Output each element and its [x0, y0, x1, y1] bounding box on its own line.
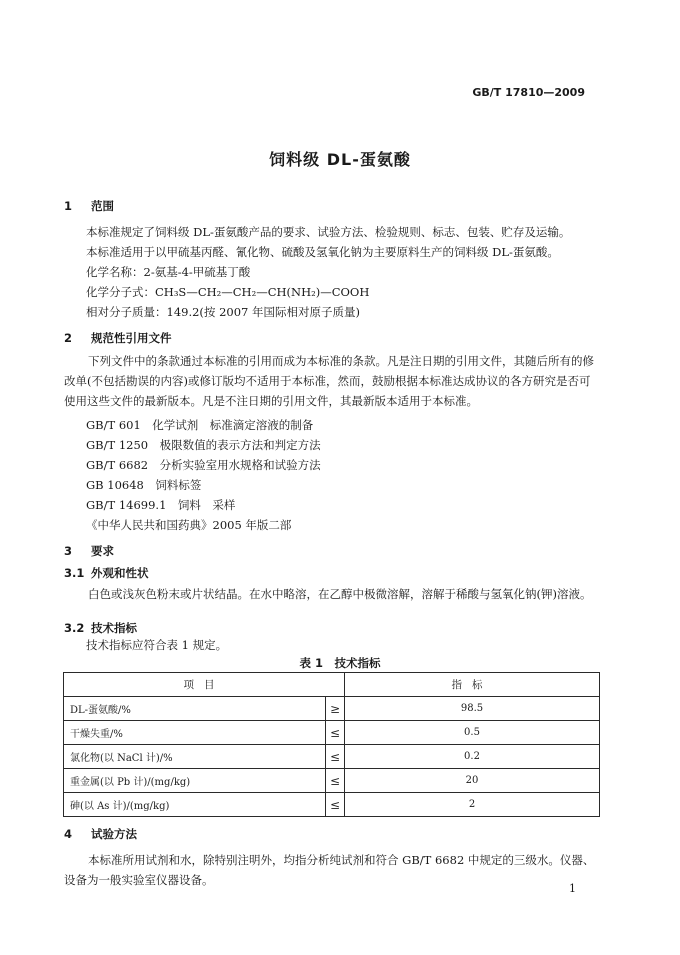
row-operator: ≥ — [326, 697, 345, 721]
reference-5: GB/T 14699.1 饲料 采样 — [86, 498, 236, 512]
chemical-name: 化学名称：2-氨基-4-甲硫基丁酸 — [86, 265, 251, 279]
page-number: 1 — [569, 882, 576, 895]
section-2-title: 规范性引用文件 — [91, 331, 172, 345]
technical-index-line: 技术指标应符合表 1 规定。 — [86, 638, 228, 652]
reference-2: GB/T 1250 极限数值的表示方法和判定方法 — [86, 438, 321, 452]
section-3-1-number: 3.1 — [64, 566, 85, 580]
table-row — [64, 697, 600, 721]
standard-number: GB/T 17810—2009 — [472, 86, 585, 99]
row-operator: ≤ — [326, 769, 345, 793]
row-item: DL-蛋氨酸/% — [64, 697, 326, 721]
table-row — [64, 793, 600, 817]
section-3-2-title: 技术指标 — [91, 621, 137, 635]
section-2-number: 2 — [64, 331, 73, 345]
section-4-number: 4 — [64, 827, 73, 841]
appearance-text: 白色或浅灰色粉末或片状结晶。在水中略溶，在乙醇中极微溶解，溶解于稀酸与氢氧化钠(钾)溶液。 — [88, 587, 592, 601]
row-item: 砷(以 As 计)/(mg/kg) — [64, 793, 326, 817]
section-4-title: 试验方法 — [91, 827, 137, 841]
section-4-heading — [64, 826, 137, 842]
row-operator: ≤ — [326, 793, 345, 817]
row-value: 0.2 — [345, 745, 600, 769]
test-method-text: 本标准所用试剂和水，除特别注明外，均指分析纯试剂和符合 GB/T 6682 中规定的三级水。仪器、设备为一般实验室仪器设备。 — [64, 853, 595, 887]
test-method-paragraph — [64, 850, 600, 890]
section-3-2-heading — [64, 620, 137, 636]
section-2-heading — [64, 330, 172, 346]
technical-index-table — [63, 672, 600, 817]
header-item: 项目 — [64, 673, 345, 697]
row-item: 氯化物(以 NaCl 计)/% — [64, 745, 326, 769]
section-3-1-title: 外观和性状 — [91, 566, 149, 580]
normative-references-paragraph — [64, 351, 600, 411]
reference-4: GB 10648 饲料标签 — [86, 478, 202, 492]
section-1-heading — [64, 198, 114, 214]
row-item: 干燥失重/% — [64, 721, 326, 745]
chemical-formula: 化学分子式：CH₃S—CH₂—CH₂—CH(NH₂)—COOH — [86, 285, 370, 299]
header-index: 指标 — [345, 673, 600, 697]
reference-6: 《中华人民共和国药典》2005 年版二部 — [86, 518, 292, 532]
section-3-1-heading — [64, 565, 149, 581]
row-item: 重金属(以 Pb 计)/(mg/kg) — [64, 769, 326, 793]
scope-line-2: 本标准适用于以甲硫基丙醛、氰化物、硫酸及氢氧化钠为主要原料生产的饲料级 DL-蛋氨酸。 — [86, 245, 559, 259]
normative-references-text: 下列文件中的条款通过本标准的引用而成为本标准的条款。凡是注日期的引用文件，其随后所有的修改单(不包括勘误的内容)或修订版均不适用于本标准，然而，鼓励根据本标准达成协议的各方研究是否可使用这些文件的最新版本。凡是不注日期的引用文件，其最新版本适用于本标准。 — [64, 354, 594, 408]
table-caption: 表 1 技术指标 — [299, 656, 381, 670]
row-operator: ≤ — [326, 721, 345, 745]
reference-3: GB/T 6682 分析实验室用水规格和试验方法 — [86, 458, 321, 472]
molecular-weight: 相对分子质量：149.2(按 2007 年国际相对原子质量) — [86, 305, 360, 319]
row-value: 20 — [345, 769, 600, 793]
scope-line-1: 本标准规定了饲料级 DL-蛋氨酸产品的要求、试验方法、检验规则、标志、包装、贮存及运输。 — [86, 225, 571, 239]
document-title: 饲料级 DL-蛋氨酸 — [269, 150, 411, 169]
section-3-title: 要求 — [91, 544, 114, 558]
section-3-number: 3 — [64, 544, 73, 558]
section-1-title: 范围 — [91, 199, 114, 213]
table-row — [64, 769, 600, 793]
section-1-number: 1 — [64, 199, 73, 213]
section-3-heading — [64, 543, 114, 559]
table-header-row — [64, 673, 600, 697]
row-value: 0.5 — [345, 721, 600, 745]
row-operator: ≤ — [326, 745, 345, 769]
row-value: 98.5 — [345, 697, 600, 721]
section-3-2-number: 3.2 — [64, 621, 85, 635]
table-row — [64, 721, 600, 745]
appearance-paragraph — [64, 584, 600, 604]
table-row — [64, 745, 600, 769]
reference-1: GB/T 601 化学试剂 标准滴定溶液的制备 — [86, 418, 314, 432]
row-value: 2 — [345, 793, 600, 817]
